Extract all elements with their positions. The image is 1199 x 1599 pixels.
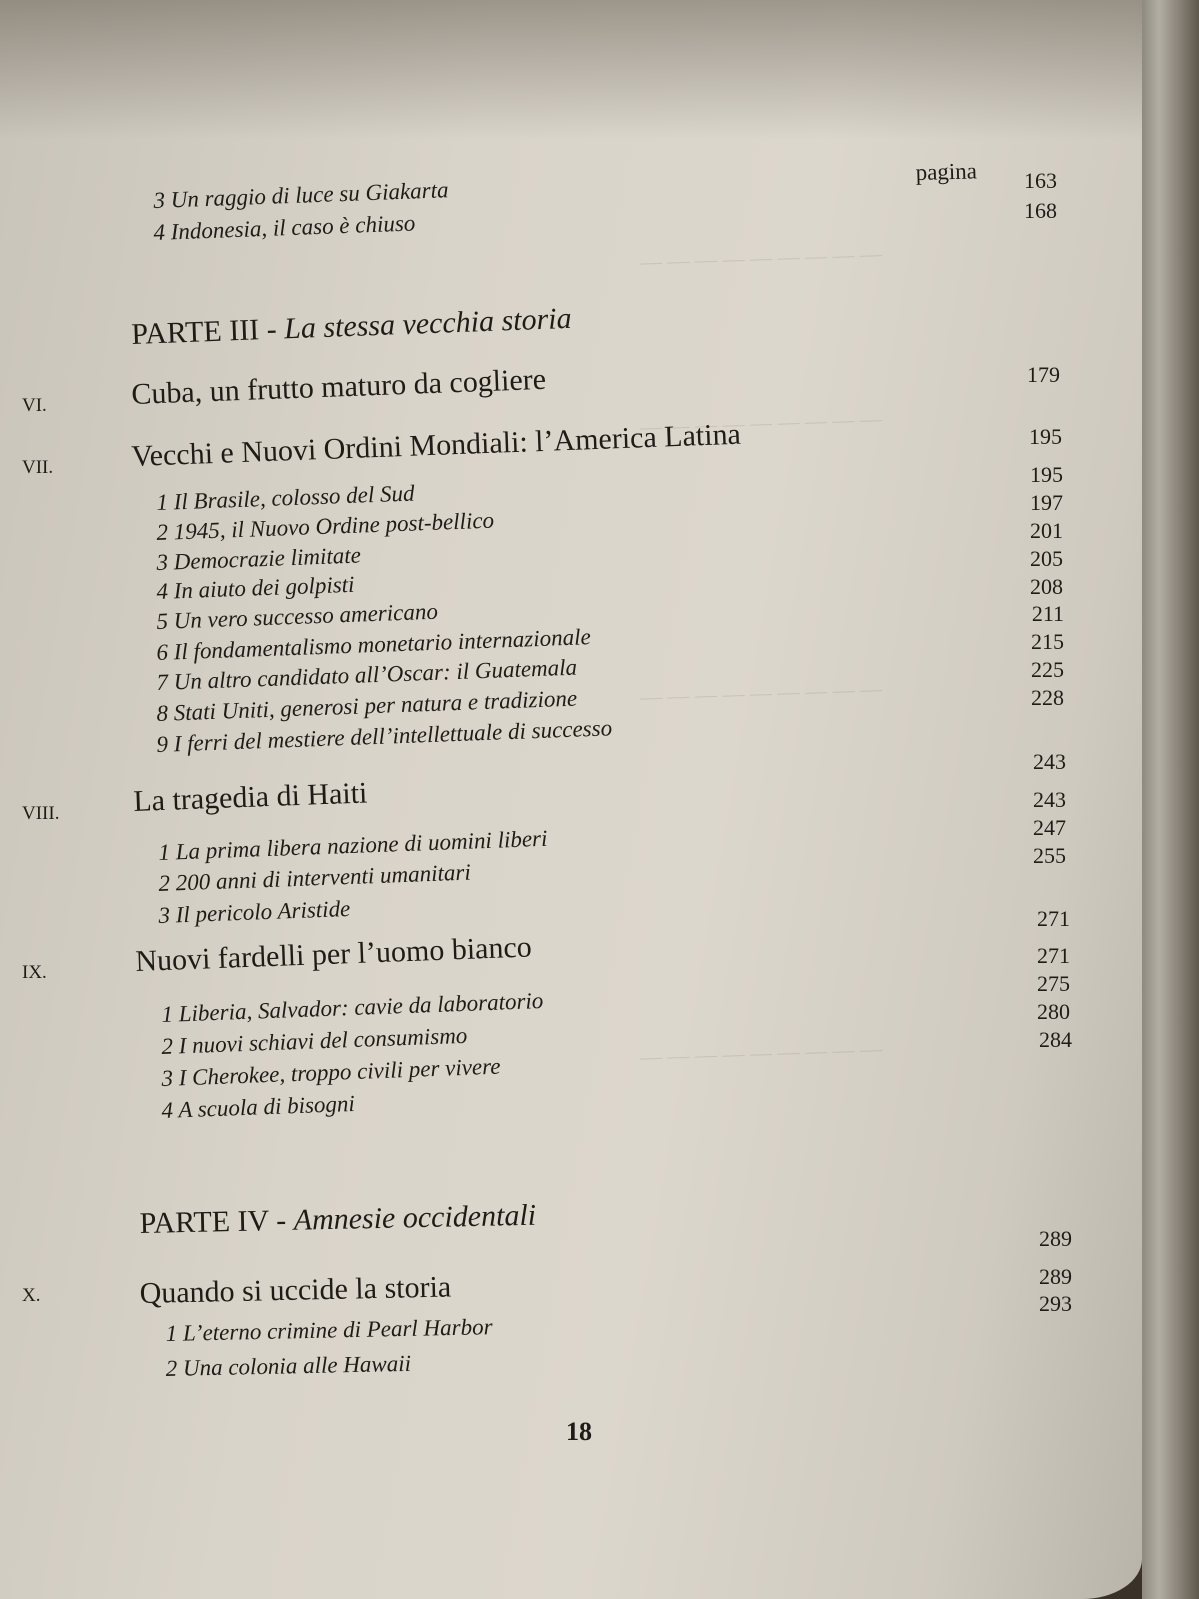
toc-page-number: 215 (1031, 629, 1064, 654)
toc-page-number: 228 (1031, 685, 1064, 710)
chapter-page-number: 179 (1027, 362, 1060, 387)
chapter-page-number: 195 (1029, 424, 1062, 449)
toc-item: 5 Un vero successo americano (156, 598, 439, 635)
show-through-text: — — — — — — — — — (639, 675, 883, 710)
part-separator: - (275, 1203, 287, 1238)
chapter-page-number: 289 (1039, 1226, 1072, 1251)
show-through-text: — — — — — — — — — (639, 1035, 883, 1070)
show-through-text: — — — — — — — — — (639, 240, 883, 275)
toc-item: 4 In aiuto dei golpisti (156, 571, 355, 605)
toc-item: 4 A scuola di bisogni (161, 1090, 356, 1124)
toc-page-number: 225 (1031, 657, 1064, 682)
page-shadow (0, 0, 1142, 140)
chapter-roman: VII. (22, 457, 54, 478)
toc-item: 2 Una colonia alle Hawaii (165, 1350, 412, 1382)
toc-item: 3 Democrazie limitate (156, 542, 362, 576)
toc-page-number: 163 (1024, 168, 1057, 193)
chapter-title: Cuba, un frutto maturo da cogliere (130, 362, 547, 412)
chapter-title: La tragedia di Haiti (132, 776, 368, 819)
book-page-edge (1142, 0, 1199, 1599)
toc-item: 3 Un raggio di luce su Giakarta (153, 177, 449, 214)
toc-page-number: 284 (1039, 1027, 1072, 1052)
toc-page-number: 205 (1030, 546, 1063, 571)
toc-page-number: 201 (1030, 518, 1063, 543)
pagina-label: pagina (915, 158, 978, 186)
chapter-roman: X. (22, 1285, 41, 1306)
toc-item: 3 I Cherokee, troppo civili per vivere (161, 1053, 501, 1092)
toc-page-number: 275 (1037, 971, 1070, 996)
toc-page-number: 197 (1030, 490, 1063, 515)
part-title: Amnesie occidentali (293, 1198, 537, 1237)
show-through-text: — — — — — — — — — (639, 405, 883, 440)
chapter-roman: VI. (22, 395, 47, 416)
page-number: 18 (566, 1417, 592, 1446)
toc-page-number: 243 (1033, 787, 1066, 812)
part-heading (131, 302, 572, 352)
toc-page-number: 211 (1031, 601, 1064, 626)
toc-item: 6 Il fondamentalismo monetario internazionale (156, 624, 592, 666)
toc-page-number: 289 (1039, 1264, 1072, 1289)
chapter-page-number: 271 (1037, 906, 1070, 931)
toc-page-number: 271 (1037, 943, 1070, 968)
toc-item: 2 200 anni di interventi umanitari (158, 859, 472, 897)
chapter-title: Vecchi e Nuovi Ordini Mondiali: l’America Latina (130, 417, 742, 474)
toc-page-number: 255 (1033, 843, 1066, 868)
chapter-roman: IX. (22, 962, 47, 983)
toc-page-number: 293 (1039, 1291, 1072, 1316)
chapter-roman: VIII. (22, 803, 60, 824)
chapter-title: Quando si uccide la storia (139, 1270, 452, 1311)
toc-item: 1 Liberia, Salvador: cavie da laboratorio (161, 988, 544, 1028)
toc-item: 1 Il Brasile, colosso del Sud (156, 480, 415, 516)
toc-page-number: 195 (1030, 462, 1063, 487)
part-title: La stessa vecchia storia (283, 301, 573, 346)
toc-item: 1 L’eterno crimine di Pearl Harbor (165, 1314, 493, 1347)
chapter-title: Nuovi fardelli per l’uomo bianco (134, 930, 533, 979)
part-separator: - (266, 312, 278, 347)
part-prefix: PARTE IV (139, 1204, 270, 1241)
toc-page-number: 280 (1037, 999, 1070, 1024)
toc-page-number: 168 (1024, 198, 1057, 223)
part-heading (139, 1199, 536, 1241)
toc-item: 1 La prima libera nazione di uomini liberi (158, 825, 548, 866)
toc-item: 4 Indonesia, il caso è chiuso (153, 210, 416, 246)
toc-item: 2 1945, il Nuovo Ordine post-bellico (156, 507, 495, 546)
toc-page-number: 247 (1033, 815, 1066, 840)
toc-item: 8 Stati Uniti, generosi per natura e tradizione (156, 685, 578, 727)
toc-item: 2 I nuovi schiavi del consumismo (161, 1022, 468, 1060)
toc-item: 3 Il pericolo Aristide (158, 895, 351, 929)
part-prefix: PARTE III (130, 313, 260, 352)
toc-page-number: 208 (1030, 574, 1063, 599)
toc-item: 7 Un altro candidato all’Oscar: il Guatemala (156, 654, 578, 696)
chapter-page-number: 243 (1033, 749, 1066, 774)
toc-item: 9 I ferri del mestiere dell’intellettuale di successo (156, 715, 613, 758)
